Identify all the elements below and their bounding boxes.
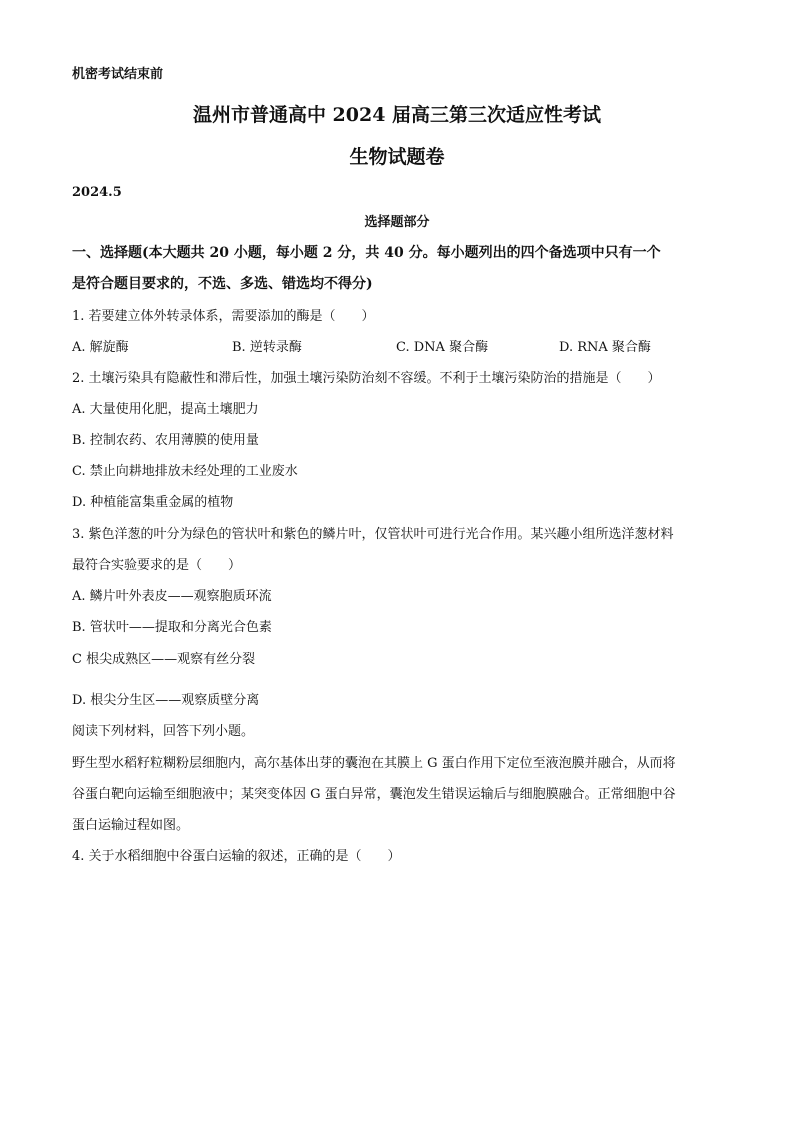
material-intro: 阅读下列材料，回答下列小题。 — [72, 724, 255, 739]
part-instructions-line2: 是符合题目要求的，不选、多选、错选均不得分) — [72, 276, 373, 292]
material-line2: 谷蛋白靶向运输至细胞液中；某突变体因 G 蛋白异常，囊泡发生错误运输后与细胞膜融合。正常细胞中谷 — [72, 787, 676, 802]
question-3-stem-line2: 最符合实验要求的是（ ） — [72, 558, 242, 573]
question-3-option-b: B. 管状叶——提取和分离光合色素 — [72, 620, 272, 635]
question-4-stem: 4. 关于水稻细胞中谷蛋白运输的叙述，正确的是（ ） — [72, 849, 401, 864]
question-2-stem: 2. 土壤污染具有隐蔽性和滞后性，加强土壤污染防治刻不容缓。不利于土壤污染防治的措施是（ ） — [72, 371, 661, 386]
question-3-stem-line1: 3. 紫色洋葱的叶分为绿色的管状叶和紫色的鳞片叶，仅管状叶可进行光合作用。某兴趣小组所选洋葱材料 — [72, 527, 674, 542]
section-title: 选择题部分 — [364, 215, 430, 230]
question-1-option-a: A. 解旋酶 — [72, 340, 129, 355]
question-2-option-c: C. 禁止向耕地排放未经处理的工业废水 — [72, 464, 298, 479]
question-1-option-d: D. RNA 聚合酶 — [559, 340, 651, 355]
question-3-option-a: A. 鳞片叶外表皮——观察胞质环流 — [72, 589, 272, 604]
confidential-label: 机密考试结束前 — [72, 67, 164, 82]
question-3-option-c: C 根尖成熟区——观察有丝分裂 — [72, 652, 256, 667]
part-instructions-line1: 一、选择题(本大题共 20 小题，每小题 2 分，共 40 分。每小题列出的四个备选项中只有一个 — [72, 245, 661, 261]
material-line3: 蛋白运输过程如图。 — [72, 818, 190, 833]
question-1-options — [72, 339, 724, 357]
question-1-option-b: B. 逆转录酶 — [232, 340, 302, 355]
question-2-option-b: B. 控制农药、农用薄膜的使用量 — [72, 433, 259, 448]
question-2-option-a: A. 大量使用化肥，提高土壤肥力 — [72, 402, 259, 417]
exam-subtitle: 生物试题卷 — [349, 146, 445, 168]
exam-title: 温州市普通高中 2024 届高三第三次适应性考试 — [192, 104, 602, 126]
question-3-option-d: D. 根尖分生区——观察质壁分离 — [72, 693, 260, 708]
question-2-option-d: D. 种植能富集重金属的植物 — [72, 495, 234, 510]
exam-date: 2024.5 — [72, 185, 122, 200]
question-1-stem: 1. 若要建立体外转录体系，需要添加的酶是（ ） — [72, 309, 375, 324]
question-1-option-c: C. DNA 聚合酶 — [396, 340, 489, 355]
material-line1: 野生型水稻籽粒糊粉层细胞内，高尔基体出芽的囊泡在其膜上 G 蛋白作用下定位至液泡膜并融合，从而将 — [72, 756, 676, 771]
